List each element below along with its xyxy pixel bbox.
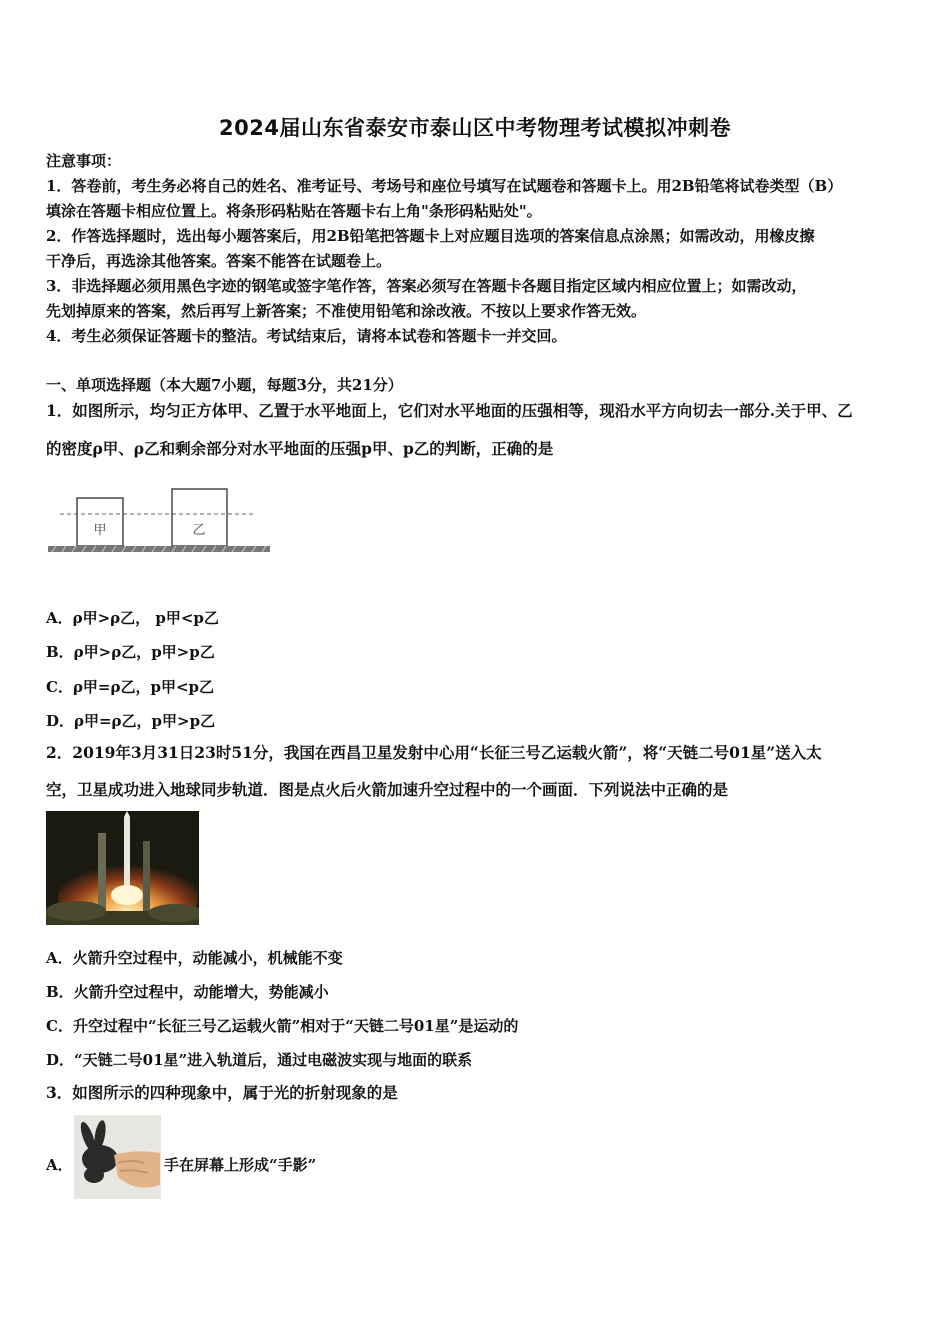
question-2-option-a: A．火箭升空过程中，动能减小，机械能不变	[46, 949, 343, 967]
question-1-stem: 1．如图所示，均匀正方体甲、乙置于水平地面上，它们对水平地面的压强相等，现沿水平方向切去一部分.关于甲、乙	[46, 401, 853, 420]
notice-line: 填涂在答题卡相应位置上。将条形码粘贴在答题卡右上角"条形码粘贴处"。	[46, 202, 542, 220]
question-2-option-b: B．火箭升空过程中，动能增大，势能减小	[46, 983, 329, 1001]
question-3-option-a-text: 手在屏幕上形成“手影”	[164, 1156, 317, 1174]
question-2-stem: 空，卫星成功进入地球同步轨道．图是点火后火箭加速升空过程中的一个画面．下列说法中正确的是	[46, 780, 729, 799]
notice-line: 1．答卷前，考生务必将自己的姓名、准考证号、考场号和座位号填写在试题卷和答题卡上。用2B铅笔将试卷类型（B）	[46, 177, 843, 195]
question-1-stem: 的密度ρ甲、ρ乙和剩余部分对水平地面的压强p甲、p乙的判断，正确的是	[46, 439, 554, 458]
notice-line: 3．非选择题必须用黑色字迹的钢笔或签字笔作答，答案必须写在答题卡各题目指定区域内相应位置上；如需改动，	[46, 277, 807, 295]
section-heading: 一、单项选择题（本大题7小题，每题3分，共21分）	[46, 376, 403, 394]
notice-line: 干净后，再选涂其他答案。答案不能答在试题卷上。	[46, 252, 392, 270]
cube-jia	[77, 498, 123, 546]
question-3-stem: 3．如图所示的四种现象中，属于光的折射现象的是	[46, 1083, 398, 1102]
question-3-option-a-letter: A．	[46, 1156, 73, 1174]
question-2-option-d: D．“天链二号01星”进入轨道后，通过电磁波实现与地面的联系	[46, 1051, 473, 1069]
question-1-option-a: A．ρ甲>ρ乙， p甲<p乙	[46, 609, 219, 627]
hand-shadow-image	[74, 1115, 161, 1199]
notice-heading: 注意事项：	[46, 152, 122, 170]
cube-yi-label: 乙	[192, 523, 206, 538]
question-2-option-c: C．升空过程中“长征三号乙运载火箭”相对于“天链二号01星”是运动的	[46, 1017, 519, 1035]
question-1-option-d: D．ρ甲=ρ乙，p甲>p乙	[46, 712, 216, 730]
notice-line: 2．作答选择题时，选出每小题答案后，用2B铅笔把答题卡上对应题目选项的答案信息点涂黑；如需改动，用橡皮擦	[46, 227, 815, 245]
ground	[48, 546, 270, 552]
page-title: 2024届山东省泰安市泰山区中考物理考试模拟冲刺卷	[219, 116, 731, 140]
rocket-launch-photo	[46, 811, 199, 925]
question-2-stem: 2．2019年3月31日23时51分，我国在西昌卫星发射中心用“长征三号乙运载火箭”，将“天链二号01星”送入太	[46, 743, 822, 762]
notice-line: 先划掉原来的答案，然后再写上新答案；不准使用铅笔和涂改液。不按以上要求作答无效。	[46, 302, 647, 320]
question-1-option-c: C．ρ甲=ρ乙，p甲<p乙	[46, 678, 215, 696]
cubes-figure	[46, 484, 276, 558]
notice-line: 4．考生必须保证答题卡的整洁。考试结束后，请将本试卷和答题卡一并交回。	[46, 327, 567, 345]
question-1-option-b: B．ρ甲>ρ乙，p甲>p乙	[46, 643, 215, 661]
cube-jia-label: 甲	[93, 523, 107, 538]
